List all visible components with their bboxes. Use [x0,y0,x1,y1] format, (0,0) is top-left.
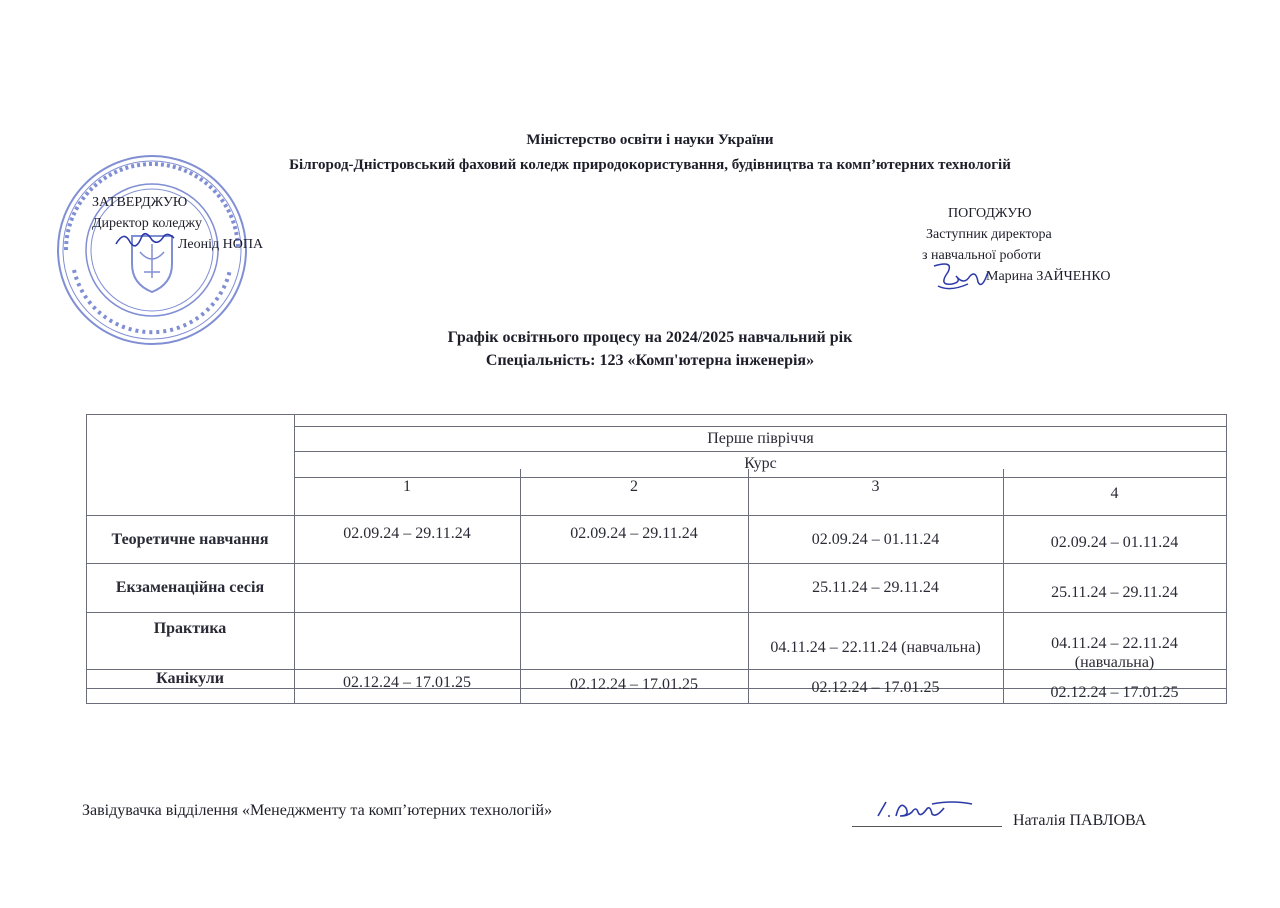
table-cell: 02.12.24 – 17.01.25 [811,678,940,696]
college-name: Білгород-Дністровський фаховий коледж природокористування, будівництва та комп’ютерних технологій [289,157,1011,173]
table-cell: 02.12.24 – 17.01.25 [343,673,471,691]
ministry-name: Міністерство освіти і науки України [526,132,774,148]
table-cell [294,613,520,669]
table-cell: 25.11.24 – 29.11.24 [1051,583,1178,601]
row-label-theory: Теоретичне навчання [111,530,269,548]
course-number: 1 [403,477,411,495]
table-cell: 25.11.24 – 29.11.24 [812,578,939,596]
agree-title: ПОГОДЖУЮ [948,206,1032,221]
agree-position-line2: з навчальної роботи [922,248,1041,263]
document-title: Графік освітнього процесу на 2024/2025 навчальний рік [447,329,853,346]
row-label-holidays: Канікули [156,669,224,687]
row-label-exam: Екзаменаційна сесія [115,578,265,596]
table-cell: 02.09.24 – 29.11.24 [570,524,698,542]
table-cell: 02.09.24 – 01.11.24 [811,530,940,548]
table-cell: 02.12.24 – 17.01.25 [570,675,698,693]
course-header: Курс [744,454,777,472]
approve-title: ЗАТВЕРДЖУЮ [92,195,188,210]
agree-name: Марина ЗАЙЧЕНКО [986,269,1111,284]
document-specialty: Спеціальність: 123 «Комп'ютерна інженерія» [485,352,815,369]
head-signature [872,796,982,822]
course-number: 2 [630,477,638,495]
approve-position: Директор коледжу [92,216,203,231]
table-cell: 02.09.24 – 01.11.24 [1050,533,1179,551]
footer-name: Наталія ПАВЛОВА [1013,812,1147,829]
table-cell: 04.11.24 – 22.11.24 (навчальна) [770,638,981,656]
semester-header: Перше півріччя [707,430,814,447]
row-label-practice: Практика [153,619,227,637]
table-cell [520,613,748,669]
table-cell [294,564,520,612]
deputy-signature [928,256,998,300]
table-cell: 04.11.24 – 22.11.24 (навчальна) [1051,635,1178,671]
table-cell: 02.12.24 – 17.01.25 [1050,683,1179,701]
table-cell: 02.09.24 – 29.11.24 [343,524,471,542]
table-cell [520,564,748,612]
course-number: 3 [871,477,880,495]
course-number: 4 [1110,484,1119,502]
signature-line [852,826,1002,827]
director-signature [112,228,182,250]
footer-position: Завідувачка відділення «Менеджменту та комп’ютерних технологій» [82,802,553,819]
agree-position-line1: Заступник директора [926,227,1052,242]
approve-name: Леонід НОПА [178,237,264,252]
